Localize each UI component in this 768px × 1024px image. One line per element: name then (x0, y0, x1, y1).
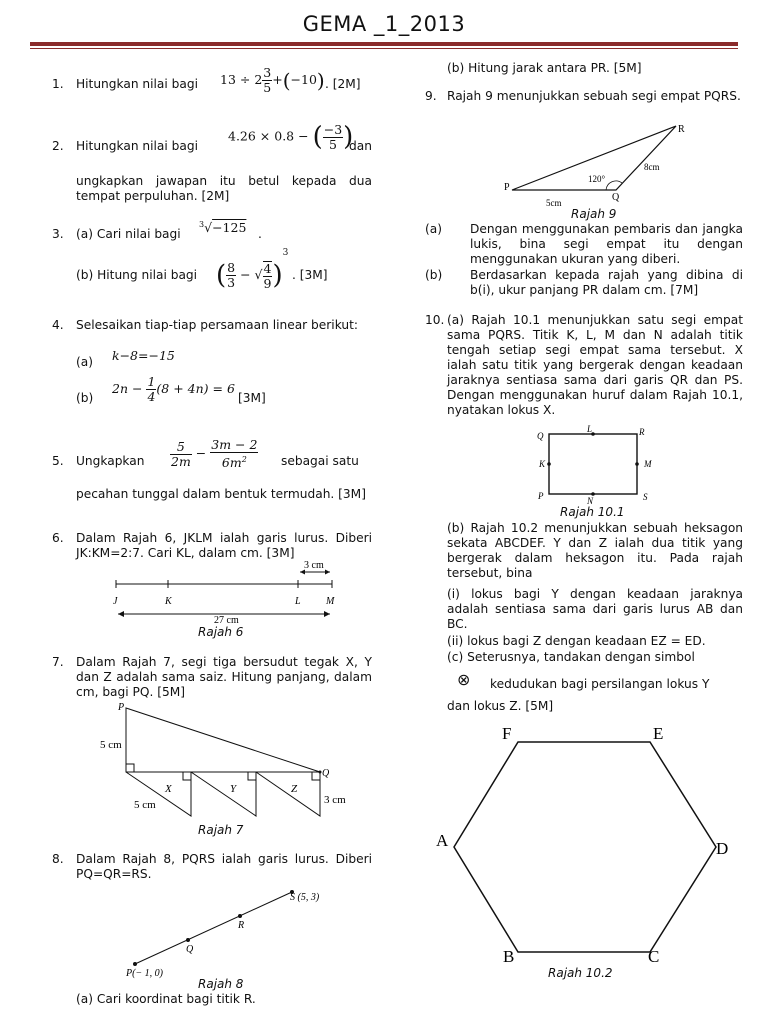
figure-rajah-7 (96, 700, 356, 820)
q5-text2: pecahan tunggal dalam bentuk termudah. [3M] (76, 487, 366, 501)
q10b-text: (b) Rajah 10.2 menunjukkan sebuah heksagon sekata ABCDEF. Y dan Z ialah dua titik yang bergerak dalam heksagon itu. Pada rajah tersebut, bina (447, 521, 743, 580)
q10c-text: (c) Seterusnya, tandakan dengan simbol (447, 650, 695, 664)
q1-text: Hitungkan nilai bagi (76, 77, 198, 91)
q1-number: 1. (52, 77, 64, 91)
q2-expression: 4.26 × 0.8 − ( $\frac{-3}{5}$ ) (228, 121, 354, 152)
q4-mark: [3M] (238, 391, 266, 405)
q7-caption: Rajah 7 (198, 823, 244, 837)
figure-rajah-10-2 (436, 722, 766, 966)
q10bii-text: (ii) lokus bagi Z dengan keadaan EZ = ED. (447, 634, 706, 648)
q7-label-q: Q (322, 768, 330, 779)
q9-angle: 120° (588, 174, 606, 184)
q10-fig2-label-b: B (503, 947, 515, 966)
q10c-text2: kedudukan bagi persilangan lokus Y (490, 677, 710, 691)
q8-number: 8. (52, 852, 64, 866)
figure-rajah-6 (110, 562, 350, 624)
header-rule-thick (30, 42, 738, 46)
q7-label-x: X (165, 783, 172, 795)
q1-expression: 13 ÷ 2 $\frac{3}{5}$ +(−10) (220, 65, 325, 95)
q10-fig1-label-s: S (643, 492, 648, 502)
intersection-symbol-icon: ⊗ (457, 670, 471, 689)
q6-text: Dalam Rajah 6, JKLM ialah garis lurus. Diberi JK:KM=2:7. Cari KL, dalam cm. [3M] (76, 531, 372, 560)
figure-rajah-8 (120, 886, 340, 978)
q8-text: Dalam Rajah 8, PQRS ialah garis lurus. Diberi PQ=QR=RS. (76, 852, 372, 881)
q8a-text: (a) Cari koordinat bagi titik R. (76, 992, 256, 1006)
q9-number: 9. (425, 89, 437, 103)
q6-number: 6. (52, 531, 64, 545)
q10-fig1-label-l: L (587, 424, 593, 434)
q4a-equation: k−8=−15 (112, 348, 175, 363)
q6-label-l: L (295, 596, 301, 607)
q10-fig1-label-p: P (538, 491, 544, 501)
q7-label-y: Y (230, 783, 237, 795)
q4-number: 4. (52, 318, 64, 332)
q7-right-length: 3 cm (324, 794, 346, 806)
q7-number: 7. (52, 655, 64, 669)
q10-fig1-label-q: Q (537, 431, 544, 441)
q4b-equation: 2n − $\frac{1}{4}$ (8 + 4n) = 6 (112, 374, 235, 404)
q8-label-s: S (5, 3) (290, 892, 320, 903)
q6-label-k: K (165, 596, 172, 607)
q6-top-length: 3 cm (304, 560, 324, 571)
q9b-text: Berdasarkan kepada rajah yang dibina di b(i), ukur panjang PR dalam cm. [7M] (470, 268, 743, 297)
q6-caption: Rajah 6 (198, 625, 244, 639)
q6-label-j: J (113, 596, 118, 607)
header-rule-thin (30, 48, 738, 49)
q10-fig2-label-d: D (716, 839, 729, 858)
q8-label-r: R (238, 920, 245, 931)
q2-number: 2. (52, 139, 64, 153)
q6-total-length: 27 cm (214, 615, 239, 626)
q9-text: Rajah 9 menunjukkan sebuah segi empat PQRS. (447, 89, 741, 103)
q10-caption2: Rajah 10.2 (548, 966, 613, 980)
q4a-label: (a) (76, 355, 93, 369)
q10-caption1: Rajah 10.1 (560, 505, 625, 519)
q3-number: 3. (52, 227, 64, 241)
page-title: GEMA _1_2013 (302, 12, 466, 36)
q7-label-p: P (118, 702, 125, 713)
q3b-mark: . [3M] (292, 268, 328, 282)
figure-rajah-10-1 (534, 424, 664, 508)
q9b-label: (b) (425, 268, 443, 282)
q5-number: 5. (52, 454, 64, 468)
q8-label-q: Q (186, 944, 194, 955)
q5-after: sebagai satu (281, 454, 359, 468)
q7-label-z: Z (291, 783, 298, 795)
q8-label-p: P(− 1, 0) (126, 968, 164, 979)
q9-label-p: P (504, 182, 510, 193)
q3b-text: (b) Hitung nilai bagi (76, 268, 198, 282)
q10-fig2-label-e: E (653, 724, 664, 743)
q4b-label: (b) (76, 391, 94, 405)
q6-label-m: M (326, 596, 335, 607)
q9-length-pq: 5cm (546, 198, 562, 208)
q7-text: Dalam Rajah 7, segi tiga bersudut tegak X, Y dan Z adalah sama saiz. Hitung panjang, dalam cm, bagi PQ. [5M] (76, 655, 372, 699)
q2-text: Hitungkan nilai bagi (76, 139, 198, 153)
q10bi-text: (i) lokus bagi Y dengan keadaan jaraknya adalah sentiasa sama dari garis lurus AB dan BC. (447, 587, 743, 631)
q9-caption: Rajah 9 (571, 207, 617, 221)
figure-rajah-9 (500, 120, 700, 212)
q10-fig1-label-n: N (587, 496, 594, 506)
q8-caption: Rajah 8 (198, 977, 244, 991)
q3a-end: . (258, 227, 262, 241)
q9-label-q: Q (612, 192, 620, 203)
q3a-expression: $^3$√−125 (199, 220, 247, 236)
q10-number: 10. (425, 313, 445, 327)
q4-text: Selesaikan tiap-tiap persamaan linear berikut: (76, 318, 358, 332)
q10-fig2-label-c: C (648, 947, 660, 966)
q3b-expression: ( $\frac{8}{3}$ − √ $\frac{4}{9}$ )$^3$ (216, 248, 289, 291)
q5-expression: $\frac{5}{2m}$ − $\frac{3m - 2}{6m^2}$ (171, 437, 258, 471)
q10-fig2-label-a: A (436, 831, 449, 850)
q9a-label: (a) (425, 222, 442, 236)
q7-left-length: 5 cm (100, 739, 122, 751)
q1-mark: . [2M] (325, 77, 361, 91)
q9-label-r: R (678, 124, 685, 135)
q2-and: dan (349, 139, 372, 153)
q2-text2: ungkapkan jawapan itu betul kepada dua tempat perpuluhan. [2M] (76, 174, 372, 203)
q10-fig1-label-k: K (539, 459, 546, 469)
q10-fig1-label-m: M (644, 459, 652, 469)
q7-base-length: 5 cm (134, 799, 156, 811)
q5-text: Ungkapkan (76, 454, 145, 468)
q8b-text: (b) Hitung jarak antara PR. [5M] (447, 61, 642, 75)
q10-fig2-label-f: F (502, 724, 512, 743)
q10c-text3: dan lokus Z. [5M] (447, 699, 554, 713)
q10a-text: (a) Rajah 10.1 menunjukkan satu segi empat sama PQRS. Titik K, L, M dan N adalah titik tengah setiap segi empat sama tersebut. X ialah satu titik yang bergerak dengan keadaan jaraknya sentiasa sama dari garis QR dan PS. Dengan menggunakan huruf dalam Rajah 10.1, nyatakan lokus X. (447, 313, 743, 417)
q10-fig1-label-r: R (639, 427, 645, 437)
q3a-text: (a) Cari nilai bagi (76, 227, 181, 241)
q9-length-qr: 8cm (644, 162, 660, 172)
q9a-text: Dengan menggunakan pembaris dan jangka lukis, bina segi empat itu dengan menggunakan ukuran yang diberi. (470, 222, 743, 266)
